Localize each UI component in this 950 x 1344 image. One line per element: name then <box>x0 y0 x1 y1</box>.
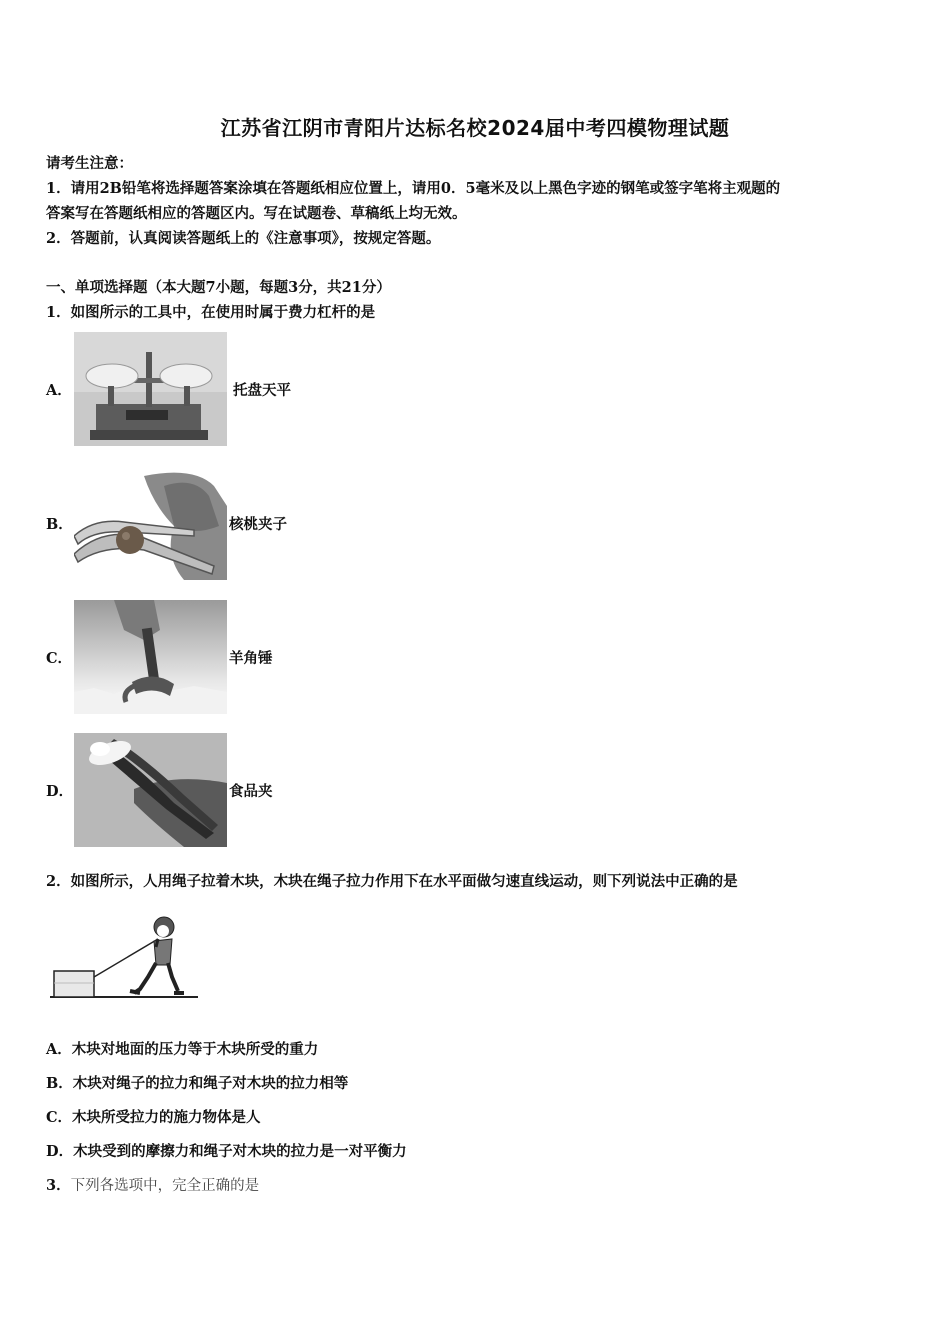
q1-option-c[interactable] <box>46 600 273 714</box>
q2-option-d[interactable] <box>46 1140 407 1161</box>
boy-pulling-block-figure <box>46 913 201 1003</box>
food-tongs-photo <box>74 733 227 847</box>
q1-option-c-text: 羊角锤 <box>229 649 273 667</box>
q1-option-d-letter: D． <box>46 782 74 800</box>
notice-item-2: 2．答题前，认真阅读答题纸上的《注意事项》，按规定答题。 <box>46 230 441 247</box>
claw-hammer-photo <box>74 600 227 714</box>
q1-option-b-text: 核桃夹子 <box>229 515 287 533</box>
q2-option-d-text: 木块受到的摩擦力和绳子对木块的拉力是一对平衡力 <box>73 1143 407 1160</box>
notice-item-1-line-2: 答案写在答题纸相应的答题区内。写在试题卷、草稿纸上均无效。 <box>46 205 467 222</box>
nutcracker-photo <box>74 466 227 580</box>
q3-number: 3． <box>46 1177 71 1194</box>
balance-scale-photo <box>74 332 227 446</box>
q2-option-a-text: 木块对地面的压力等于木块所受的重力 <box>71 1041 319 1058</box>
q2-option-a-letter: A． <box>46 1041 72 1058</box>
q2-option-c-text: 木块所受拉力的施力物体是人 <box>72 1109 261 1126</box>
q2-option-a[interactable] <box>46 1038 318 1059</box>
q1-option-b-letter: B． <box>46 515 73 533</box>
q1-stem: 1．如图所示的工具中，在使用时属于费力杠杆的是 <box>46 304 376 321</box>
q1-option-b[interactable] <box>46 466 287 580</box>
q3-stem: 下列各选项中，完全正确的是 <box>70 1178 260 1194</box>
q3-line <box>46 1174 259 1195</box>
q1-option-a-letter: A． <box>46 381 72 399</box>
q2-option-b[interactable] <box>46 1072 348 1093</box>
q1-option-d[interactable] <box>46 733 273 847</box>
section-1-heading: 一、单项选择题（本大题7小题，每题3分，共21分） <box>46 279 391 296</box>
q2-option-c[interactable] <box>46 1106 261 1127</box>
q1-option-d-text: 食品夹 <box>229 782 273 800</box>
q2-option-b-letter: B． <box>46 1075 73 1092</box>
page-title: 江苏省江阴市青阳片达标名校2024届中考四模物理试题 <box>220 116 730 140</box>
notice-item-1-line-1: 1．请用2B铅笔将选择题答案涂填在答题纸相应位置上，请用0．5毫米及以上黑色字迹的钢笔或签字笔将主观题的 <box>46 180 781 197</box>
notice-heading: 请考生注意： <box>46 155 133 172</box>
q1-option-a-text: 托盘天平 <box>233 381 291 399</box>
q1-option-c-letter: C． <box>46 649 73 667</box>
q1-option-a[interactable] <box>46 332 291 446</box>
q2-option-d-letter: D． <box>46 1143 74 1160</box>
q2-stem: 2．如图所示，人用绳子拉着木块，木块在绳子拉力作用下在水平面做匀速直线运动，则下列说法中正确的是 <box>46 873 738 890</box>
q2-option-c-letter: C． <box>46 1109 73 1126</box>
q2-option-b-text: 木块对绳子的拉力和绳子对木块的拉力相等 <box>72 1075 349 1092</box>
